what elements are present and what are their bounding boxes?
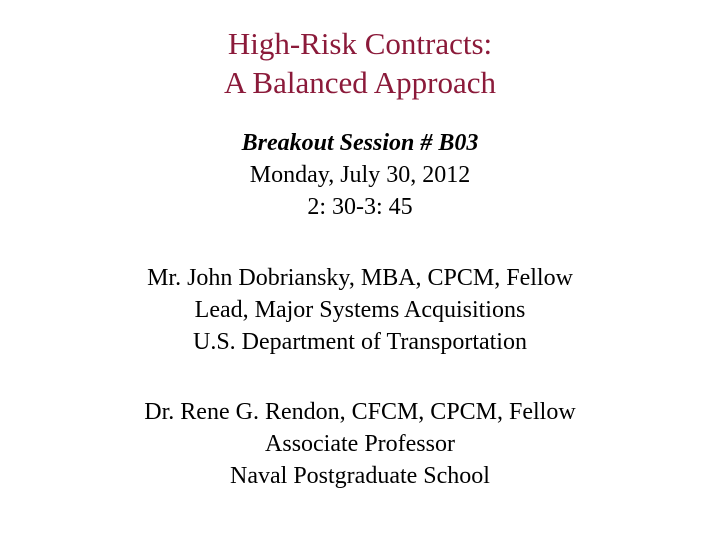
speaker-name: Dr. Rene G. Rendon, CFCM, CPCM, Fellow <box>144 399 576 425</box>
session-time: 2: 30-3: 45 <box>307 194 413 220</box>
speaker-block-1 <box>0 262 720 358</box>
speaker-role: Lead, Major Systems Acquisitions <box>194 297 526 323</box>
session-info <box>0 127 720 223</box>
speaker-organization: U.S. Department of Transportation <box>193 329 527 355</box>
title-line-1: High-Risk Contracts: <box>227 26 493 61</box>
session-date: Monday, July 30, 2012 <box>249 162 471 188</box>
title-line-2: A Balanced Approach <box>223 65 497 100</box>
speaker-role: Associate Professor <box>265 431 455 457</box>
slide-title <box>0 24 720 102</box>
speaker-organization: Naval Postgraduate School <box>230 463 490 489</box>
speaker-name: Mr. John Dobriansky, MBA, CPCM, Fellow <box>147 265 573 291</box>
session-label: Breakout Session # B03 <box>241 130 479 156</box>
speaker-block-2 <box>0 396 720 492</box>
